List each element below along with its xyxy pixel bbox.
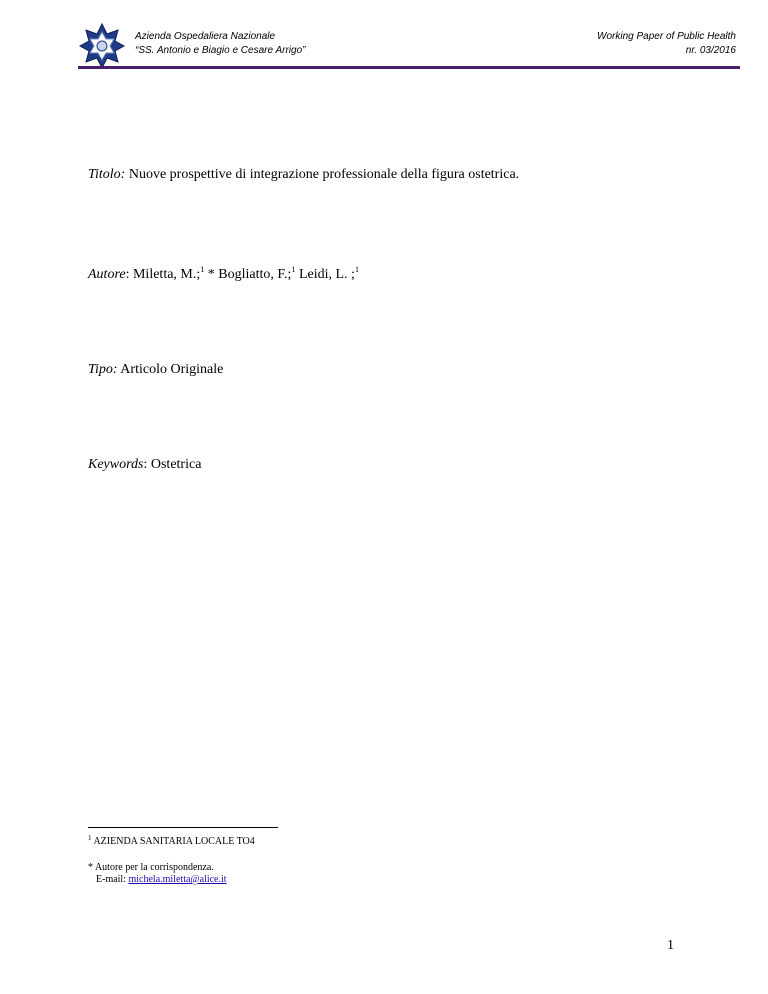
- email-link[interactable]: michela.miletta@alice.it: [128, 874, 227, 885]
- author-field: [88, 266, 359, 284]
- email-label: E-mail:: [96, 874, 129, 885]
- header-org-line1: Azienda Ospedaliera Nazionale: [135, 31, 276, 42]
- footnote-affiliation-text: AZIENDA SANITARIA LOCALE TO4: [91, 836, 255, 847]
- author-label: Autore: [88, 267, 126, 282]
- page-number: 1: [667, 938, 674, 953]
- footnote-email: [96, 874, 227, 886]
- type-field: [88, 361, 223, 379]
- correspondence-text: * Autore per la corrispondenza.: [88, 862, 214, 873]
- title-label: Titolo:: [88, 167, 126, 182]
- header-divider: [78, 66, 740, 69]
- author-affiliation-2: 1: [291, 265, 296, 274]
- footnote-correspondence: [88, 862, 214, 874]
- title-field: [88, 166, 519, 184]
- header-series-line2: nr. 03/2016: [685, 45, 736, 56]
- type-label: Tipo:: [88, 362, 118, 377]
- author-name-1: : Miletta, M.;: [125, 267, 201, 282]
- header-series-line1: Working Paper of Public Health: [597, 31, 736, 42]
- hospital-star-logo-icon: [78, 22, 126, 70]
- author-affiliation-3: 1: [354, 265, 359, 274]
- header-series: [597, 30, 736, 58]
- keywords-field: [88, 456, 201, 474]
- author-affiliation-1: 1: [200, 265, 205, 274]
- keywords-value: : Ostetrica: [143, 457, 202, 472]
- footnote-divider: [88, 827, 278, 828]
- footnote-affiliation: [88, 836, 255, 848]
- footnote-marker: 1: [88, 834, 92, 842]
- header-org-line2: “SS. Antonio e Biagio e Cesare Arrigo”: [135, 45, 306, 56]
- author-name-3: Leidi, L. ;: [295, 267, 355, 282]
- author-name-2: * Bogliatto, F.;: [204, 267, 292, 282]
- type-value: Articolo Originale: [117, 362, 224, 377]
- header-organization: [135, 30, 305, 58]
- title-value: Nuove prospettive di integrazione professionale della figura ostetrica.: [125, 167, 520, 182]
- keywords-label: Keywords: [88, 457, 144, 472]
